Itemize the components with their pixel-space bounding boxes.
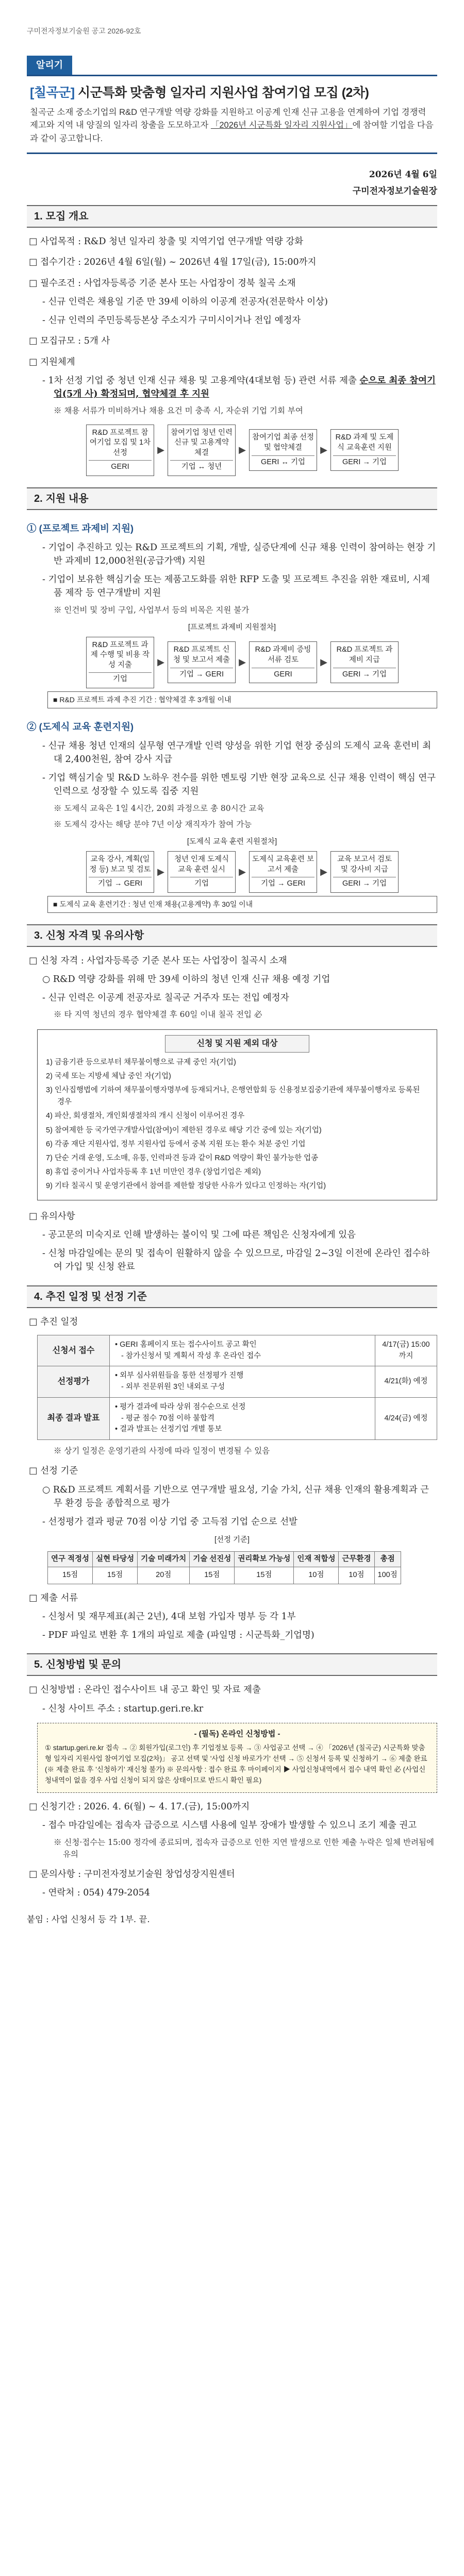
flow-step-title: 교육 강사, 계획(일정 등) 보고 및 검토 <box>89 855 151 874</box>
section-number: 2. <box>34 493 43 504</box>
online-apply-guide <box>37 1723 437 1793</box>
table-row <box>38 1335 437 1366</box>
section-label: 지원 내용 <box>45 493 89 504</box>
section-number: 1. <box>34 211 43 223</box>
schedule-heading: □ 추진 일정 <box>29 1316 78 1327</box>
attachment-line: 붙임 : 사업 신청서 등 각 1부. 끝. <box>27 1914 150 1924</box>
flow-step-title: 참여기업 청년 인력 신규 및 고용계약 체결 <box>170 428 233 457</box>
table-header: 기술 선진성 <box>190 1552 235 1567</box>
criteria-item: ○ R&D 프로젝트 계획서를 기반으로 연구개발 필요성, 기술 가치, 신규 채용 인재의 활용계획과 근무 환경 등을 종합적으로 평가 <box>42 1484 429 1509</box>
project-fund-period-note: ■ R&D 프로젝트 과제 추진 기간 : 협약체결 후 3개월 이내 <box>47 691 437 708</box>
desc-program: 「2026년 시군특화 일자리 지원사업」 <box>210 121 353 130</box>
arrow-right-icon: ▶ <box>239 866 246 877</box>
guide-title: - (필독) 온라인 신청방법 - <box>194 1729 280 1738</box>
subsection-label: (프로젝트 과제비 지원) <box>39 522 134 534</box>
issuing-organization: 구미전자정보기술원장 <box>352 185 437 196</box>
flow-step-actor: 기업 ↔ 청년 <box>170 460 233 472</box>
schedule-step: 최종 결과 발표 <box>38 1397 110 1439</box>
eligibility-note: ※ 타 지역 청년의 경우 협약체결 후 60일 이내 칠곡 전입 必 <box>54 1010 262 1020</box>
flow-step-title: 교육 보고서 검토 및 강사비 지급 <box>337 855 392 874</box>
documents-heading: □ 제출 서류 <box>29 1592 78 1603</box>
arrow-right-icon: ▶ <box>157 657 164 668</box>
table-cell: 10점 <box>294 1567 339 1584</box>
section-4-header <box>27 1285 437 1308</box>
section-label: 추진 일정 및 선정 기준 <box>45 1291 147 1302</box>
arrow-right-icon: ▶ <box>157 445 164 456</box>
schedule-line: - 참가신청서 및 계획서 작성 후 온라인 접수 <box>121 1351 261 1360</box>
schedule-date: 4/21(화) 예정 <box>375 1366 437 1398</box>
training-item: - 신규 채용 청년 인재의 실무형 연구개발 인력 양성을 위한 기업 현장 중심의 도제식 교육 훈련비 최대 2,400천원, 참여 강사 지급 <box>42 740 432 765</box>
schedule-table <box>37 1335 437 1440</box>
schedule-line: - 평균 점수 70점 이하 불합격 <box>121 1414 215 1422</box>
arrow-right-icon: ▶ <box>320 657 327 668</box>
flow-step <box>168 641 236 683</box>
flow-step-title: 청년 인재 도제식 교육 훈련 실시 <box>174 855 229 874</box>
flow-step-title: R&D 프로젝트 과제 수행 및 비용 작성 지출 <box>90 640 150 669</box>
flow-step <box>86 637 154 688</box>
apply-method: □ 신청방법 : 온라인 접수사이트 내 공고 확인 및 자료 제출 <box>29 1685 261 1696</box>
table-header: 권리확보 가능성 <box>235 1552 294 1567</box>
project-fund-item: - 기업이 추진하고 있는 R&D 프로젝트의 기획, 개발, 실증단계에 신규 채용 인력이 참여하는 현장 기반 과제비 12,000천원(공급가액) 지원 <box>42 542 436 566</box>
sec1-period: □ 접수기간 : 2026년 4월 6일(월) ~ 2026년 4월 17일(금), 15:00까지 <box>29 257 317 268</box>
flow-step-title: R&D 프로젝트 참여기업 모집 및 1차 선정 <box>89 428 151 457</box>
title-region: [칠곡군] <box>30 86 75 100</box>
section-1-header <box>27 205 437 228</box>
notes-item: - 공고문의 미숙지로 인해 발생하는 불이익 및 그에 따른 책임은 신청자에게 있음 <box>42 1229 356 1240</box>
sec1-support-text <box>27 374 437 401</box>
exclusion-title: 신청 및 지원 제외 대상 <box>165 1035 309 1053</box>
section-2-header <box>27 487 437 510</box>
project-fund-diagram-title: [프로젝트 과제비 지원절차] <box>188 623 276 632</box>
schedule-line: • GERI 홈페이지 또는 접수사이트 공고 확인 <box>115 1340 257 1349</box>
schedule-note: ※ 상기 일정은 운영기관의 사정에 따라 일정이 변경될 수 있음 <box>54 1446 270 1455</box>
announcement-title <box>30 83 434 103</box>
exclusion-item: 1) 금융기관 등으로부터 채무불이행으로 규제 중인 자(기업) <box>46 1058 236 1066</box>
flow-step-actor: 기업 <box>89 672 152 685</box>
schedule-desc <box>110 1366 375 1398</box>
subsection-number: ① <box>27 522 37 534</box>
flow-step <box>168 851 236 893</box>
flow-step <box>330 429 399 471</box>
evaluation-table-title: [선정 기준] <box>214 1536 250 1545</box>
sec1-condition: □ 필수조건 : 사업자등록증 기준 본사 또는 사업장이 경북 칠곡 소재 <box>29 278 296 289</box>
table-header: 근무환경 <box>339 1552 374 1567</box>
section-number: 4. <box>34 1291 43 1302</box>
project-fund-note: ※ 인건비 및 장비 구입, 사업부서 등의 비목은 지원 불가 <box>54 605 250 615</box>
flow-step-actor: 기업 → GERI <box>170 668 233 680</box>
section-5-header <box>27 1653 437 1676</box>
desc-part-a: 칠곡군 소재 중소기업의 R&D 연구개발 역량 강화를 지원하고 이공계 인재 신규 고용을 연계하여 기업 경쟁력 제고와 지역 내 양질의 일자리 창출을 도모하고자 <box>30 107 426 130</box>
apply-deadline-note: ※ 신청·접수는 15:00 정각에 종료되며, 접속자 급증으로 인한 지연 발생으로 인한 제출 누락은 일체 반려됨에 유의 <box>54 1837 434 1859</box>
training-item: - 기업 핵심기술 및 R&D 노하우 전수를 위한 멘토링 기반 현장 교육으로 신규 채용 인력이 핵심 연구인력으로 성장할 수 있도록 집중 지원 <box>42 773 436 797</box>
flow-step <box>249 429 317 471</box>
training-diagram-title: [도제식 교육 훈련 지원절차] <box>187 838 277 846</box>
exclusion-item: 4) 파산, 회생절차, 개인회생절차의 개시 신청이 이루어진 경우 <box>46 1112 245 1121</box>
announcement-date: 2026년 4월 6일 <box>369 170 437 180</box>
exclusion-item: 8) 휴업 중이거나 사업자등록 후 1년 미만인 경우 (창업기업은 제외) <box>46 1168 261 1177</box>
support-text-pre: - 1차 선정 기업 중 청년 인재 신규 채용 및 고용계약(4대보험 등) 관련 서류 제출 <box>42 375 360 386</box>
flow-step-actor: 기업 → GERI <box>252 877 314 889</box>
schedule-line: • 결과 발표는 선정기업 개별 통보 <box>115 1425 222 1434</box>
arrow-right-icon: ▶ <box>320 445 327 456</box>
sec1-purpose: □ 사업목적 : R&D 청년 일자리 창출 및 지역기업 연구개발 역량 강화 <box>29 236 304 247</box>
table-cell: 15점 <box>235 1567 294 1584</box>
subsection-number: ② <box>27 721 37 732</box>
announcement-description <box>30 106 434 146</box>
flow-step <box>330 851 399 893</box>
flow-step-title: 참여기업 최종 선정 및 협약체결 <box>252 433 314 452</box>
table-row <box>48 1567 401 1584</box>
schedule-line: • 외부 심사위원들을 통한 선정평가 진행 <box>115 1371 244 1380</box>
arrow-right-icon: ▶ <box>320 866 327 877</box>
arrow-right-icon: ▶ <box>157 866 164 877</box>
apply-period-note: - 접수 마감일에는 접속자 급증으로 시스템 사용에 일부 장애가 발생할 수 있으니 조기 제출 권고 <box>42 1820 417 1831</box>
table-cell: 15점 <box>190 1567 235 1584</box>
flow-step-title: R&D 프로젝트 과제비 지급 <box>336 646 393 665</box>
section-3-header <box>27 924 437 947</box>
flow-step <box>249 641 317 683</box>
evaluation-table <box>47 1551 401 1584</box>
documents-item: - 신청서 및 재무제표(최근 2년), 4대 보험 가입자 명부 등 각 1부 <box>42 1611 296 1622</box>
exclusion-item: 5) 참여제한 등 국가연구개발사업(참여)이 제한된 경우로 해당 기간 중에 있는 자(기업) <box>46 1126 322 1134</box>
eligibility-item: ○ R&D 역량 강화를 위해 만 39세 이하의 청년 인재 신규 채용 예정 기업 <box>42 974 330 985</box>
flow-step <box>249 851 317 893</box>
training-note: ※ 도제식 교육은 1일 4시간, 20회 과정으로 총 80시간 교육 <box>54 803 264 813</box>
subsection-apprentice-training <box>27 720 437 734</box>
exclusion-item: 9) 기타 칠곡시 및 운영기관에서 참여를 제한할 정당한 사유가 있다고 인정하는 자(기업) <box>46 1182 326 1191</box>
contact-heading: □ 문의사항 : 구미전자정보기술원 창업성장지원센터 <box>29 1869 235 1880</box>
training-flow-diagram <box>47 851 437 893</box>
section-label: 신청 자격 및 유의사항 <box>45 929 144 941</box>
desc-part-b: 에 참여할 기업을 다음과 같이 공고합니다. <box>30 121 434 143</box>
schedule-date: 4/24(금) 예정 <box>375 1397 437 1439</box>
table-row <box>38 1366 437 1398</box>
subsection-project-fund <box>27 521 437 536</box>
exclusion-item: 7) 단순 거래 운영, 도소매, 유통, 인력파견 등과 같이 R&D 역량이 확인 불가능한 업종 <box>46 1154 319 1162</box>
apply-site-link[interactable]: - 신청 사이트 주소 : startup.geri.re.kr <box>42 1703 204 1714</box>
eligibility-item: - 신규 인력은 이공계 전공자로 칠곡군 거주자 또는 전입 예정자 <box>42 993 289 1004</box>
project-fund-flow-diagram <box>47 637 437 688</box>
support-flow-diagram <box>47 425 437 476</box>
schedule-line: • 평가 결과에 따라 상위 점수순으로 선정 <box>115 1402 246 1411</box>
table-header: 연구 적정성 <box>48 1552 93 1567</box>
table-header: 인재 적합성 <box>294 1552 339 1567</box>
sec1-support-note: ※ 채용 서류가 미비하거나 채용 요건 미 충족 시, 자순위 기업 기회 부여 <box>54 406 303 416</box>
table-header-row <box>48 1552 401 1567</box>
flow-step-actor: GERI ↔ 기업 <box>252 455 314 468</box>
table-cell: 15점 <box>48 1567 93 1584</box>
flow-step <box>86 425 154 476</box>
flow-step-actor: GERI <box>252 668 314 680</box>
schedule-desc <box>110 1335 375 1366</box>
section-label: 신청방법 및 문의 <box>45 1659 122 1671</box>
flow-step <box>86 851 154 893</box>
title-main: 시군특화 맞춤형 일자리 지원사업 참여기업 모집 (2차) <box>74 86 369 100</box>
exclusion-item: 2) 국세 또는 지방세 체납 중인 자(기업) <box>46 1072 171 1080</box>
sec1-system: □ 지원체계 <box>29 357 75 367</box>
flow-step-title: R&D 과제비 증빙 서류 검토 <box>255 646 311 665</box>
table-cell: 10점 <box>339 1567 374 1584</box>
flow-step-title: 도제식 교육훈련 보고서 제출 <box>252 855 314 874</box>
apply-period: □ 신청기간 : 2026. 4. 6(월) ~ 4. 17.(금), 15:00까지 <box>29 1802 250 1812</box>
project-fund-item: - 기업이 보유한 핵심기술 또는 제품고도화를 위한 RFP 도출 및 프로젝트 추진을 위한 재료비, 시제품 제작 등 연구개발비 지원 <box>42 574 430 599</box>
exclusion-item: 3) 인사집행법에 기하여 채무불이행자명부에 등재되거나, 은행연합회 등 신용정보집중기관에 채무불이행자로 등록된 경우 <box>46 1086 420 1107</box>
schedule-desc <box>110 1397 375 1439</box>
criteria-item: - 선정평가 결과 평균 70점 이상 기업 중 고득점 기업 순으로 선발 <box>42 1517 298 1527</box>
support-text-emphasis: 순으로 최종 참여기업(5개 사) 확정되며, 협약체결 후 지원 <box>54 375 436 400</box>
table-row <box>38 1397 437 1439</box>
exclusion-item: 6) 각종 재단 지원사업, 정부 지원사업 등에서 중복 지원 또는 환수 처분 중인 기업 <box>46 1140 306 1148</box>
arrow-right-icon: ▶ <box>239 445 246 456</box>
flow-step-title: R&D 프로젝트 신청 및 보고서 제출 <box>173 646 230 665</box>
arrow-right-icon: ▶ <box>239 657 246 668</box>
notes-heading: □ 유의사항 <box>29 1211 75 1222</box>
table-header: 실현 타당성 <box>93 1552 138 1567</box>
section-number: 3. <box>34 929 43 941</box>
flow-step-actor: GERI → 기업 <box>333 877 396 889</box>
flow-step-actor: 기업 → GERI <box>89 877 152 889</box>
section-label: 모집 개요 <box>45 211 89 223</box>
table-cell: 20점 <box>138 1567 190 1584</box>
table-cell: 100점 <box>374 1567 401 1584</box>
table-header: 총점 <box>374 1552 401 1567</box>
sec1-condition-age: - 신규 인력은 채용일 기준 만 39세 이하의 이공계 전공자(전문학사 이상) <box>42 296 328 307</box>
flow-step-actor: GERI → 기업 <box>333 455 396 468</box>
sec1-condition-address: - 신규 인력의 주민등록등본상 주소지가 구미시이거나 전입 예정자 <box>42 315 301 326</box>
schedule-step: 선정평가 <box>38 1366 110 1398</box>
table-cell: 15점 <box>93 1567 138 1584</box>
exclusion-box <box>37 1029 437 1200</box>
schedule-step: 신청서 접수 <box>38 1335 110 1366</box>
training-period-note: ■ 도제식 교육 훈련기간 : 청년 인재 채용(고용계약) 후 30일 이내 <box>47 896 437 913</box>
training-note: ※ 도제식 강사는 해당 분야 7년 이상 재직자가 참여 가능 <box>54 819 252 829</box>
criteria-heading: □ 선정 기준 <box>29 1466 78 1477</box>
schedule-line: - 외부 전문위원 3인 내외로 구성 <box>121 1383 225 1391</box>
flow-step-title: R&D 과제 및 도제식 교육훈련 지원 <box>335 433 394 452</box>
sec1-scale: □ 모집규모 : 5개 사 <box>29 336 110 347</box>
subsection-label: (도제식 교육 훈련지원) <box>39 721 134 732</box>
guide-text: ① startup.geri.re.kr 접속 → ② 회원가입(로그인) 후 기업정보 등록 → ③ 사업공고 선택 → ④ 「2026년 (칠곡군) 시군특화 맞춤형 일자리 지원사업 참여기업 모집(2차)」 공고 선택 및 '사업 신청 바로가기' 선택 → ⑤ 신청서 등록 및 신청하기 → ⑥ 제출 완료 (※ 제출 완료 후 '신청하기' 재신청 불가) ※ 문의사항 : 접수 완료 후 마이페이지 ▶ 사업신청내역에서 접수 내역 확인 必 (사업신청내역이 없을 경우 사업 신청이 되지 않은 상태이므로 반드시 확인 필요) <box>45 1744 427 1785</box>
publication-number: 구미전자정보기술원 공고 2026-92호 <box>27 27 141 35</box>
section-number: 5. <box>34 1659 43 1671</box>
flow-step <box>168 425 236 476</box>
contact-phone: - 연락처 : 054) 479-2054 <box>42 1888 150 1899</box>
documents-item: - PDF 파일로 변환 후 1개의 파일로 제출 (파일명 : 시군특화_기업명) <box>42 1630 314 1641</box>
flow-step-actor: 기업 <box>170 877 233 889</box>
schedule-date: 4/17(금) 15:00까지 <box>375 1335 437 1366</box>
eligibility-item: □ 신청 자격 : 사업자등록증 기준 본사 또는 사업장이 칠곡시 소재 <box>29 955 287 966</box>
notice-tag: 알리기 <box>27 56 72 75</box>
flow-step-actor: GERI <box>89 460 152 472</box>
flow-step <box>330 641 399 683</box>
notes-item: - 신청 마감일에는 문의 및 접속이 원활하지 않을 수 있으므로, 마감일 2~3일 이전에 온라인 접수하여 가입 및 신청 완료 <box>42 1248 430 1273</box>
table-header: 기술 미래가치 <box>138 1552 190 1567</box>
flow-step-actor: GERI → 기업 <box>333 668 396 680</box>
title-box <box>27 75 437 154</box>
